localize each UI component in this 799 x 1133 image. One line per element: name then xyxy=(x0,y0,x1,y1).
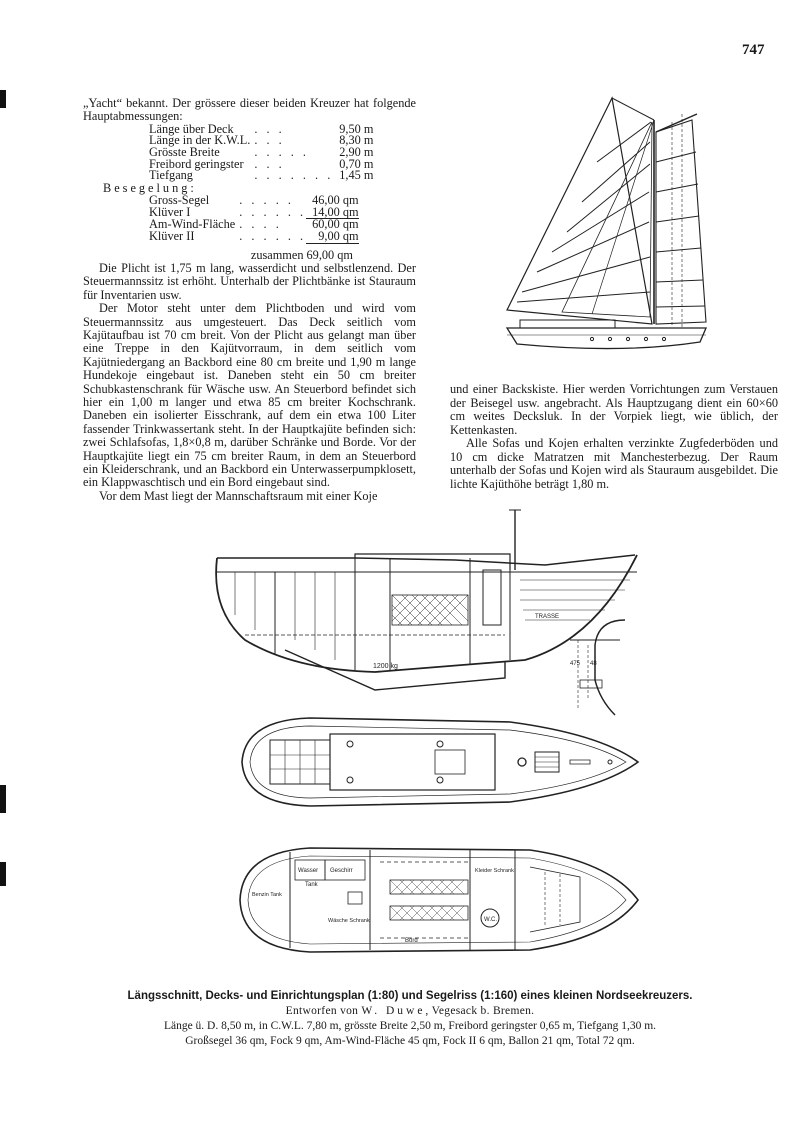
dimension-value: 2,90 m xyxy=(339,145,374,159)
dimension-value: 9,50 m xyxy=(339,121,374,136)
midship-section-drawing xyxy=(560,600,640,720)
wc-label: W.C. xyxy=(484,917,497,923)
caption-title: Längsschnitt, Decks- und Einrichtungsplan (1:80) und Segelriss (1:160) eines kleinen Nordseekreuzers. xyxy=(127,990,693,1002)
sail-label: Am-Wind-Fläche xyxy=(149,217,236,232)
dot-leader: . . . xyxy=(254,121,285,136)
sail-label: Klüver II xyxy=(149,229,195,244)
wasser-label: Wasser xyxy=(298,868,319,874)
dimension-value: 1,45 m xyxy=(339,168,374,183)
benzin-tank-label: Benzin Tank xyxy=(252,892,282,898)
dimension-value: 0,70 m xyxy=(339,156,374,171)
sail-label: Gross-Segel xyxy=(149,193,210,208)
designer-suffix: , Vegesack b. Bremen. xyxy=(425,1005,535,1017)
dimension-label: Tiefgang xyxy=(149,168,193,183)
sail-value: 60,00 qm xyxy=(312,217,359,232)
sails-table xyxy=(149,195,359,243)
sail-row xyxy=(149,231,359,243)
left-column xyxy=(83,97,416,503)
binding-edge-mark xyxy=(0,90,6,108)
right-column xyxy=(450,383,778,491)
dimensions-table xyxy=(149,121,374,183)
dot-leader: . . . . . xyxy=(254,145,309,159)
body-paragraph: Die Plicht ist 1,75 m lang, wasserdicht und selbstlenzend. Der Steuermannssitz ist erhöht. Unterhalb der Plichtbänke ist Stauraum für Inventarien usw. xyxy=(83,260,416,302)
accommodation-plan-drawing xyxy=(230,842,645,957)
dot-leader: . . . xyxy=(254,133,285,148)
designer-prefix: Entworfen von xyxy=(285,1005,362,1017)
waesche-schrank-label: Wäsche Schrank xyxy=(328,918,370,924)
sail-value: 9,00 qm xyxy=(306,231,358,243)
dimension-label: Länge über Deck xyxy=(149,121,234,136)
sail-label: Klüver I xyxy=(149,205,191,220)
caption-specs-line-1: Länge ü. D. 8,50 m, in C.W.L. 7,80 m, grösste Breite 2,50 m, Freibord geringster 0,65 m, Tiefgang 1,30 m. xyxy=(163,1020,657,1032)
body-paragraph: Der Motor steht unter dem Plichtboden und wird vom Steuermannssitz aus umgesteuert. Das Deck seitlich vom Kajütaufbau ist 70 cm breit. Von der Plicht aus gelangt man über eine Treppe in den Kajütvorraum, in dem seitlich vom Kajütniedergang an Backbord eine 80 cm breite und 1,90 m lange Hundekoje eingebaut ist. Daneben steht ein 50 cm breiter Schubkastenschrank für Wäsche usw. An Steuerbord befindet sich hier ein 1,00 m langer und etwa 85 cm breiter Kochschrank. Daneben ein isolierter Eisschrank, auf dem ein etwa 100 Liter fassender Trinkwassertank steht. In der Hauptkajüte befinden sich: zwei Schlafsofas, 1,8×0,8 m, darüber Schränke und Borde. Vor der Hauptkajüte liegt ein 75 cm breiter Raum, in dem an Steuerbord ein Kleiderschrank, und an Backbord ein Unterwasserpumpklosett, ein Klappwaschtisch und ein Bord eingebaut sind. xyxy=(83,301,416,490)
page-number: 747 xyxy=(742,42,765,58)
intro-paragraph: „Yacht“ bekannt. Der grössere dieser beiden Kreuzer hat folgende Hauptabmessungen: xyxy=(83,96,416,124)
sail-value: 46,00 qm xyxy=(312,193,359,208)
caption-designer xyxy=(40,1004,780,1019)
dimension-label: Länge in der K.W.L. xyxy=(149,133,251,148)
dot-leader: . . . . xyxy=(239,217,282,232)
dimension-label: Grösste Breite xyxy=(149,145,220,159)
dimension-value: 8,30 m xyxy=(339,133,374,148)
dimension-a-label: 48 xyxy=(590,661,597,667)
kleider-schrank-label: Kleider Schrank xyxy=(475,868,514,874)
body-paragraph: Vor dem Mast liegt der Mannschaftsraum mit einer Koje xyxy=(99,488,378,503)
designer-name: W. Duwe xyxy=(361,1005,426,1017)
sail-total: zusammen 69,00 qm xyxy=(250,247,353,262)
dot-leader: . . . . . xyxy=(239,193,294,208)
keel-weight-label: 1200 kg xyxy=(373,663,398,670)
dimension-label: Freibord geringster xyxy=(149,156,244,171)
dot-leader: . . . . . . xyxy=(239,229,307,244)
deck-plan-drawing xyxy=(230,712,645,812)
trasse-label: TRASSE xyxy=(535,614,560,620)
sail-plan-drawing xyxy=(492,92,727,362)
binding-edge-mark xyxy=(0,785,6,813)
bord-label: Bord xyxy=(405,938,418,944)
dot-leader: . . . . . . . xyxy=(254,168,334,183)
dimension-b-label: 475 xyxy=(570,661,581,667)
dot-leader: . . . xyxy=(254,156,285,171)
besegelung-heading: Besegelung: xyxy=(103,180,197,195)
body-paragraph: Alle Sofas und Kojen erhalten verzinkte Zugfederböden und 10 cm dicke Matratzen mit Manchesterbezug. Der Raum unterhalb der Sofas und Kojen wird als Stauraum ausgebildet. Die lichte Kajüthöhe beträgt 1,80 m. xyxy=(450,436,778,491)
binding-edge-mark xyxy=(0,862,6,886)
sail-value: 14,00 qm xyxy=(306,207,358,219)
dot-leader: . . . . . . xyxy=(239,205,307,220)
geschirr-label: Geschirr xyxy=(330,868,353,874)
caption-specs-line-2: Großsegel 36 qm, Fock 9 qm, Am-Wind-Fläche 45 qm, Fock II 6 qm, Ballon 21 qm, Total 72 qm. xyxy=(185,1035,635,1047)
figure-caption xyxy=(40,989,780,1049)
body-paragraph: und einer Backskiste. Hier werden Vorrichtungen zum Verstauen der Beisegel usw. angebracht. Als Hauptzugang dient ein 60×60 cm weites Decksluk. In der Vorpiek liegt, wie üblich, der Kettenkasten. xyxy=(450,382,778,437)
tank-label: Tank xyxy=(305,882,318,888)
